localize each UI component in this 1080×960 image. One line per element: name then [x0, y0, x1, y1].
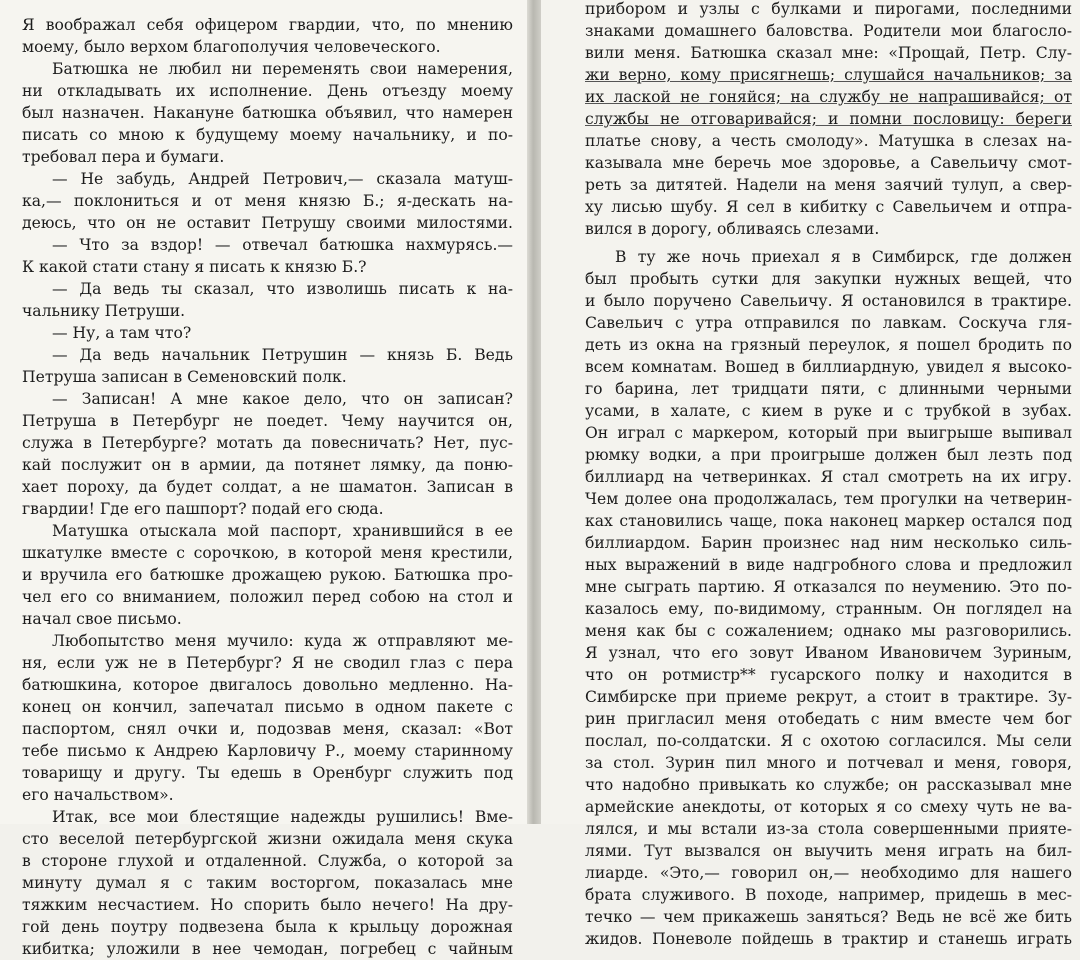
text-line: мне сыграть партию. Я отказался по неумению. Это по- — [585, 578, 1072, 596]
text-line: Савельич с утра отправился по лавкам. Соскуча гля- — [585, 314, 1072, 332]
text-line: Симбирске при приеме рекрут, а стоит в трактире. Зу- — [585, 688, 1072, 706]
text-line: — Ну, а там что? — [52, 324, 192, 342]
text-line: Петруша в Петербург не поедет. Чему научится он, — [22, 412, 513, 430]
text-line: биллиард на четверинках. Я стал смотреть на их игру. — [585, 468, 1072, 486]
text-line: ху лисью шубу. Я сел в кибитку с Савельичем и отпра- — [585, 198, 1072, 216]
text-line: знаками домашнего баловства. Родители мои благосло- — [585, 22, 1072, 40]
text-line: Батюшка не любил ни переменять свои намерения, — [52, 60, 513, 78]
text-line: кай послужит он в армии, да потянет лямку, да поню- — [22, 456, 513, 474]
text-line: казалось ему, по-видимому, странным. Он поглядел на — [585, 600, 1072, 618]
text-line: ка,— поклониться и от меня князю Б.; я-дескать на- — [22, 192, 513, 210]
text-line: батюшкина, которое двигалось довольно медленно. На- — [22, 676, 513, 694]
text-line: его начальством». — [22, 786, 174, 804]
text-line: писать со мною к будущему моему начальнику, и по- — [22, 126, 513, 144]
text-line: послал, по-солдатски. Я с охотою согласился. Мы сели — [585, 732, 1072, 750]
text-line: что надобно привыкать ко службе; он рассказывал мне — [585, 776, 1072, 794]
text-line: рюмку водки, а при проигрыше должен был лезть под — [585, 446, 1072, 464]
text-line: реть за дитятей. Надели на меня заячий тулуп, а свер- — [585, 176, 1072, 194]
text-line: ня, если уж не в Петербург? Я не сводил глаз с пера — [22, 654, 513, 672]
text-line: тяжким несчастием. Но спорить было нечего! На дру- — [22, 896, 513, 914]
text-line: го барина, лет тридцати пяти, с длинными черными — [585, 380, 1072, 398]
text-line: меня как бы с сожалением; однако мы разговорились. — [585, 622, 1072, 640]
text-line: минуту думал я с таким восторгом, показалась мне — [22, 874, 513, 892]
text-line: — Не забудь, Андрей Петрович,— сказала матуш- — [52, 170, 513, 188]
text-line: был пробыть сутки для закупки нужных вещей, что — [585, 270, 1072, 288]
text-line: службы не отговаривайся; и помни пословицу: береги — [585, 110, 1072, 128]
text-line: чел его со вниманием, положил перед собою на стол и — [22, 588, 513, 606]
text-line: ных выражений в виде надгробного слова и предложил — [585, 556, 1072, 574]
text-line: сто веселой петербургской жизни ожидала меня скука — [22, 830, 513, 848]
left-page — [0, 0, 527, 958]
text-line: Он играл с маркером, который при выигрыше выпивал — [585, 424, 1072, 442]
text-line: в стороне глухой и отдаленной. Служба, о которой за — [22, 852, 513, 870]
text-line: ни откладывать их исполнение. День отъезду моему — [22, 82, 513, 100]
text-line: рин пригласил меня отобедать с ним вместе чем бог — [585, 710, 1072, 728]
text-line: казывала мне беречь мое здоровье, а Савельичу смот- — [585, 154, 1072, 172]
text-line: прибором и узлы с булками и пирогами, последними — [585, 0, 1072, 18]
book-gutter — [527, 0, 541, 824]
text-line: — Да ведь ты сказал, что изволишь писать к на- — [52, 280, 513, 298]
text-line: конец он кончил, запечатал письмо в одном пакете с — [22, 698, 513, 716]
text-line: требовал пера и бумаги. — [22, 148, 225, 166]
text-line: деть из окна на грязный переулок, я пошел бродить по — [585, 336, 1072, 354]
text-line: брата служивого. В походе, например, придешь в мес- — [585, 886, 1072, 904]
right-page — [541, 0, 1080, 948]
text-line: хает пороху, да будет солдат, а не шаматон. Записан в — [22, 478, 513, 496]
text-line: их лаской не гоняйся; на службу не напрашивайся; от — [585, 88, 1072, 106]
text-line: платье снову, а честь смолоду». Матушка в слезах на- — [585, 132, 1072, 150]
text-line: лями. Тут вызвался он выучить меня играть на бил- — [585, 842, 1072, 860]
text-line: служа в Петербурге? мотать да повесничать? Нет, пус- — [22, 434, 513, 452]
text-line: товарищу и другу. Ты едешь в Оренбург служить под — [22, 764, 513, 782]
text-line: деюсь, что он не оставит Петрушу своими милостями. — [22, 214, 513, 232]
text-line: биллиардом. Барин произнес над ним несколько силь- — [585, 534, 1072, 552]
text-line: — Что за вздор! — отвечал батюшка нахмурясь.— — [52, 236, 513, 254]
text-line: Итак, все мои блестящие надежды рушились! Вме- — [52, 808, 513, 826]
text-line: вился в дорогу, обливаясь слезами. — [585, 220, 880, 238]
text-line: шкатулке вместе с сорочкою, в которой меня крестили, — [22, 544, 513, 562]
text-line: моему, было верхом благополучия человеческого. — [22, 38, 441, 56]
text-line: жи верно, кому присягнешь; слушайся начальников; за — [585, 66, 1072, 84]
text-line: В ту же ночь приехал я в Симбирск, где должен — [615, 248, 1072, 266]
text-line: Матушка отыскала мой паспорт, хранившийся в ее — [52, 522, 513, 540]
text-line: и вручила его батюшке дрожащею рукою. Батюшка про- — [22, 566, 513, 584]
text-line: кибитка; уложили в нее чемодан, погребец с чайным — [22, 940, 513, 958]
text-line: и было поручено Савельичу. Я остановился в трактире. — [585, 292, 1072, 310]
text-line: ках становились чаще, пока наконец маркер остался под — [585, 512, 1072, 530]
text-line: вили меня. Батюшка сказал мне: «Прощай, Петр. Слу- — [585, 44, 1072, 62]
text-line: течко — чем прикажешь заняться? Ведь не всё же бить — [585, 908, 1072, 926]
text-line: К какой стати стану я писать к князю Б.? — [22, 258, 367, 276]
text-line: Я воображал себя офицером гвардии, что, по мнению — [22, 16, 513, 34]
text-line: Любопытство меня мучило: куда ж отправляют ме- — [52, 632, 513, 650]
text-line: начал свое письмо. — [22, 610, 182, 628]
text-line: лиарде. «Это,— говорил он,— необходимо для нашего — [585, 864, 1072, 882]
text-line: Чем долее она продолжалась, тем прогулки на четверин- — [585, 490, 1072, 508]
text-line: всем комнатам. Вошед в биллиардную, увидел я высоко- — [585, 358, 1072, 376]
text-line: усами, в халате, с кием в руке и с трубкой в зубах. — [585, 402, 1072, 420]
text-line: что он ротмистр** гусарского полку и находится в — [585, 666, 1072, 684]
text-line: гой день поутру подвезена была к крыльцу дорожная — [22, 918, 513, 936]
text-line: армейские анекдоты, от которых я со смеху чуть не ва- — [585, 798, 1072, 816]
text-line: тебе письмо к Андрею Карловичу Р., моему старинному — [22, 742, 513, 760]
text-line: за стол. Зурин пил много и потчевал и меня, говоря, — [585, 754, 1072, 772]
text-line: жидов. Поневоле пойдешь в трактир и станешь играть — [585, 930, 1072, 948]
text-line: — Записан! А мне какое дело, что он записан? — [52, 390, 513, 408]
text-line: Я узнал, что его зовут Иваном Ивановичем Зуриным, — [585, 644, 1072, 662]
text-line: гвардии! Где его пашпорт? подай его сюда. — [22, 500, 384, 518]
text-line: был назначен. Накануне батюшка объявил, что намерен — [22, 104, 513, 122]
text-line: лялся, и мы встали из-за стола совершенными прияте- — [585, 820, 1072, 838]
text-line: Петруша записан в Семеновский полк. — [22, 368, 347, 386]
text-line: чальнику Петруши. — [22, 302, 186, 320]
text-line: — Да ведь начальник Петрушин — князь Б. Ведь — [52, 346, 513, 364]
text-line: паспортом, снял очки и, подозвав меня, сказал: «Вот — [22, 720, 513, 738]
